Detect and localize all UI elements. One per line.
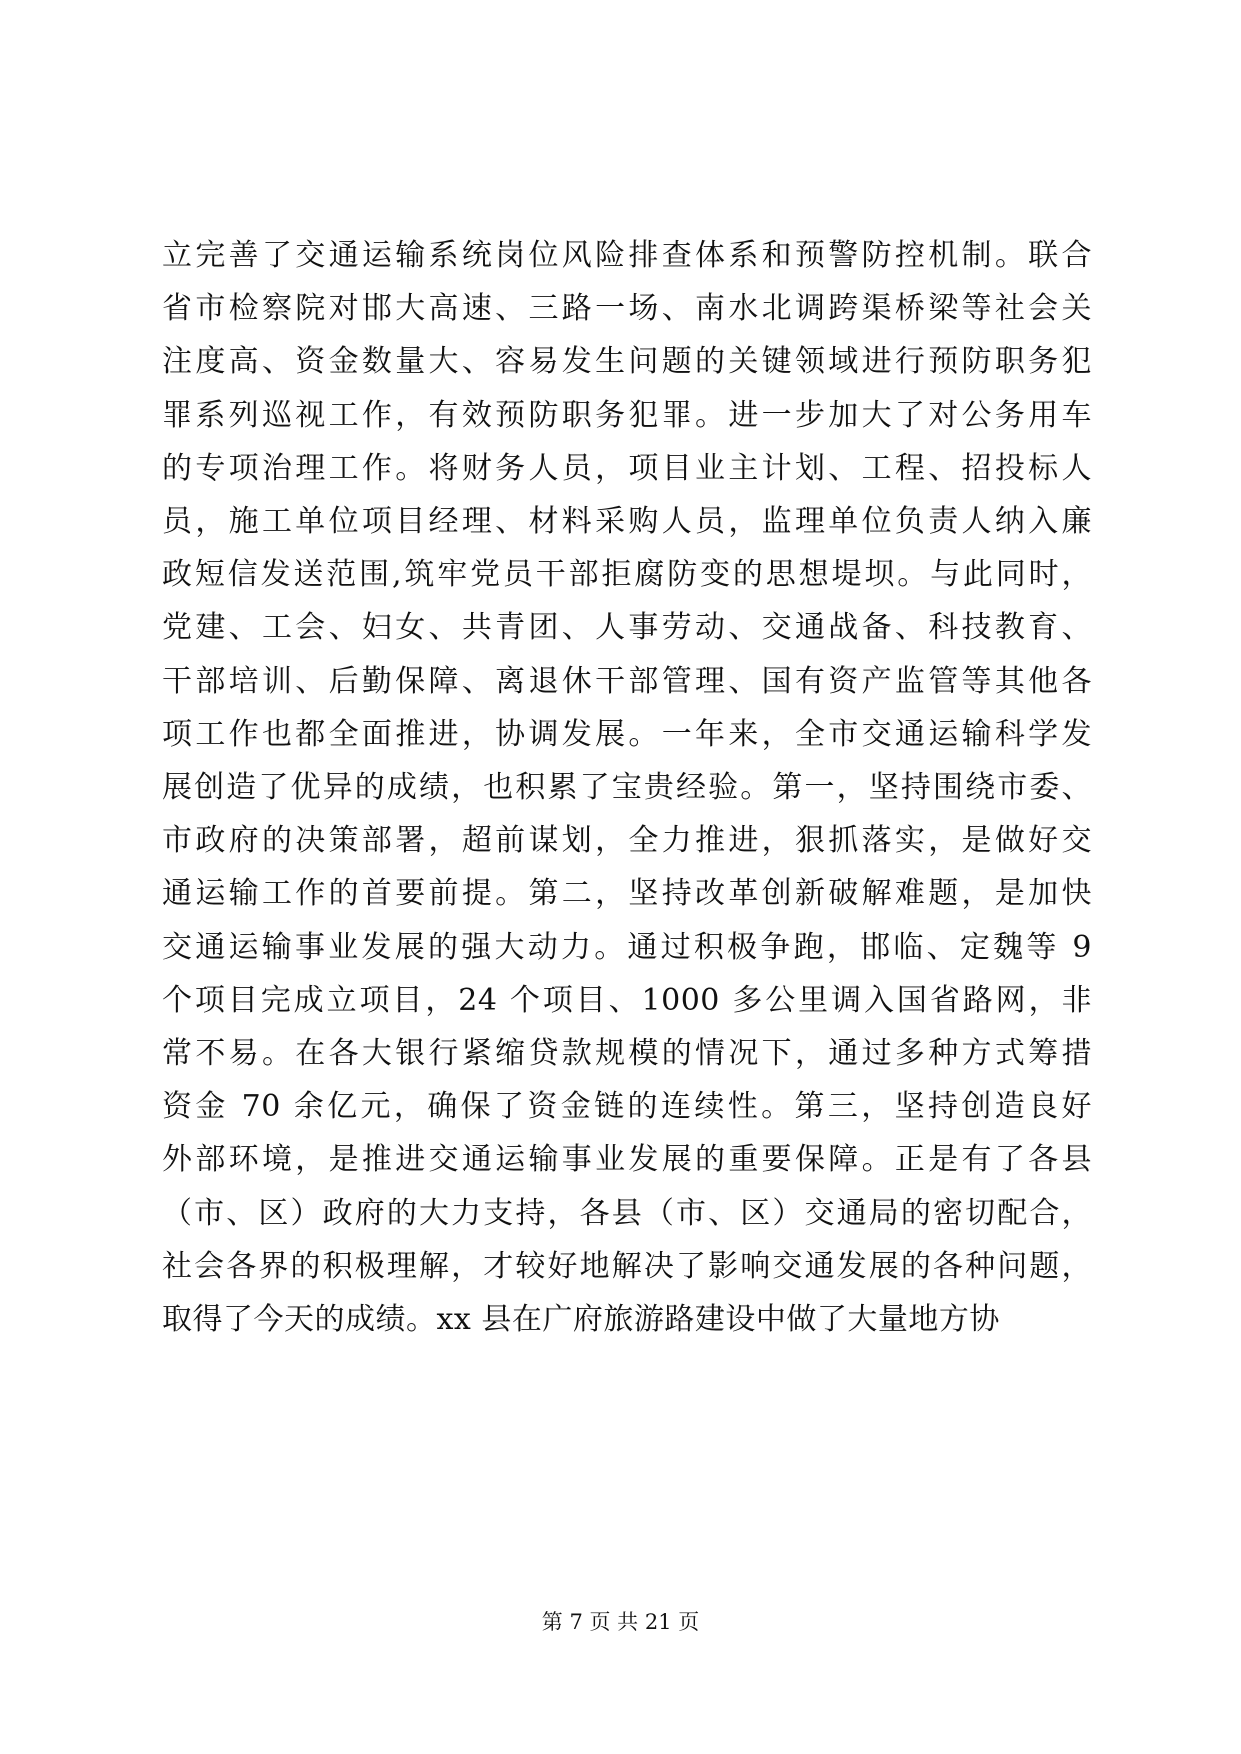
text-line: 个项目完成立项目，24 个项目、1000 多公里调入国省路网，非: [162, 982, 1092, 1018]
text-line: 社会各界的积极理解，才较好地解决了影响交通发展的各种问题，: [162, 1248, 1092, 1284]
body-text: [162, 229, 1092, 1346]
text-line: 罪系列巡视工作，有效预防职务犯罪。进一步加大了对公务用车: [162, 397, 1092, 433]
text-line: 展创造了优异的成绩，也积累了宝贵经验。第一，坚持围绕市委、: [162, 770, 1092, 806]
text-line: 取得了今天的成绩。xx 县在广府旅游路建设中做了大量地方协: [162, 1302, 1000, 1338]
text-line: 党建、工会、妇女、共青团、人事劳动、交通战备、科技教育、: [162, 610, 1092, 646]
text-line: 干部培训、后勤保障、离退休干部管理、国有资产监管等其他各: [162, 663, 1092, 699]
text-line: （市、区）政府的大力支持，各县（市、区）交通局的密切配合，: [162, 1195, 1092, 1231]
text-line: 资金 70 余亿元，确保了资金链的连续性。第三，坚持创造良好: [162, 1089, 1092, 1125]
text-line: 外部环境，是推进交通运输事业发展的重要保障。正是有了各县: [162, 1142, 1092, 1178]
text-line: 的专项治理工作。将财务人员，项目业主计划、工程、招投标人: [162, 450, 1092, 486]
text-line: 省市检察院对邯大高速、三路一场、南水北调跨渠桥梁等社会关: [162, 291, 1092, 327]
text-line: 项工作也都全面推进，协调发展。一年来，全市交通运输科学发: [162, 716, 1092, 752]
text-line: 员，施工单位项目经理、材料采购人员，监理单位负责人纳入廉: [162, 504, 1092, 540]
text-line: 常不易。在各大银行紧缩贷款规模的情况下，通过多种方式筹措: [162, 1036, 1092, 1072]
text-line: 注度高、资金数量大、容易发生问题的关键领域进行预防职务犯: [162, 344, 1092, 380]
text-line: 市政府的决策部署，超前谋划，全力推进，狠抓落实，是做好交: [162, 823, 1092, 859]
text-line: 政短信发送范围,筑牢党员干部拒腐防变的思想堤坝。与此同时，: [162, 557, 1092, 593]
text-line: 立完善了交通运输系统岗位风险排查体系和预警防控机制。联合: [162, 238, 1092, 273]
page-number-footer: 第 7 页 共 21 页: [541, 1610, 700, 1634]
text-line: 交通运输事业发展的强大动力。通过积极争跑，邯临、定魏等 9: [162, 929, 1092, 965]
text-line: 通运输工作的首要前提。第二，坚持改革创新破解难题，是加快: [162, 876, 1092, 912]
